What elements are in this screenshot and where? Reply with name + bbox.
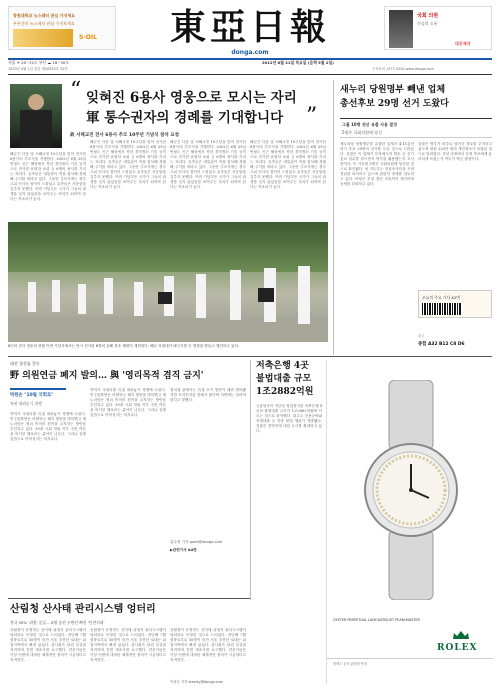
right-ad-small[interactable] <box>418 290 492 318</box>
info-left: 1920년 4월 1일 창간 제28329호 32면 <box>8 67 68 71</box>
rolex-fine-print: 롤렉스 공식 판매점 안내 <box>333 662 367 666</box>
right-ad-photo <box>389 10 413 48</box>
left-ad-line1: 창원대학교 뉴스레터 관심 가지세요 <box>13 13 76 18</box>
barcode-label: 광고 <box>418 334 425 338</box>
right-box <box>340 118 492 138</box>
bottom-rule <box>8 598 250 599</box>
rolex-ad-rule <box>327 658 493 659</box>
left-ad-logo: S-OIL <box>79 34 97 41</box>
center-headline-2[interactable]: 불법대출 규모 <box>256 374 312 384</box>
right-headline-2[interactable]: 총선후보 29명 선거 도왔다 <box>340 99 449 109</box>
masthead-rule <box>8 58 492 60</box>
right-ad-logo: 대웅제약 <box>455 41 471 46</box>
lead-quote-close: ” <box>306 104 318 129</box>
center-divider-left <box>250 360 251 600</box>
sub-byline: 홍수영 기자 gaea@donga.com <box>170 540 223 544</box>
right-box-title: 그룹 10명 전산 유출 사용 결정 <box>342 122 398 127</box>
lead-body-col2: 해군은 다음 달 서해교전 10주년을 맞아 전사한 6용사의 추모식을 거행한다. 2002년 6월 29일 연평도 인근 해상에서 북한 경비정의 기습 공격으로 전사한 윤영하 소령 등 6명의 용사를 기리는 자리다. 유족들은 대통령이 직접 참석해 경례해 주기를 바라고 있다. 그동안 추모식에는 정부 고위 인사의 참석이 드물었고 유족들은 서운함을 감추지 못했다. 이번 기념식은 국가가 그들의 희생을 잊지 않았음을 보여주는 자리가 되어야 한다는 목소리가 높다. <box>90 140 166 189</box>
weather: 서울 ☀ 20~31도 부산 ☁ 18~30도 <box>8 60 69 65</box>
rolex-ad[interactable] <box>326 360 492 684</box>
masthead-url[interactable]: donga.com <box>231 49 269 56</box>
right-box-sub: 5명은 국회의원에 당선 <box>342 130 382 135</box>
bottom-subhead: 전국 30% '위험' 분류… 6명 숨진 우면산 빠진 '안전지대' <box>10 620 105 625</box>
center-headline-3[interactable]: 1조2882억원 <box>256 387 314 397</box>
sub-tag: 대선 경선룰 갈등 <box>10 361 40 366</box>
rolex-model: OYSTER PERPETUAL LADY-DATEJUST PEARLMASTER <box>333 618 420 622</box>
bottom-body-col3: 산림청이 운영하는 산사태 위험지 관리시스템이 엉터리로 운영된 것으로 드러났다. 지난해 7월 집중호우로 16명이 숨진 서울 우면산 일대는 위험지역에서 빠져 있었다. 감사원은 관리 부실을 지적하며 전면 재조사를 요구했다. 전문가들은 기상 이변에 대비한 체계적인 정비가 시급하다고 지적한다. <box>170 628 246 662</box>
sub-sidebar-title: 박원순 "10월 국회로" <box>10 393 54 398</box>
sub-body-col1: 여야가 국회의원 특권 내려놓기 경쟁에 나섰다. 민주통합당은 의원연금 폐지 법안을 발의했고 새누리당은 영리 목적의 겸직을 금지하는 방안을 추진하고 있다. 19대 국회 개원 이후 국민 여론을 의식한 행보라는 분석이 나온다. 그러나 실제 입법으로 이어질지는 미지수다. <box>10 412 86 441</box>
masthead-title: 東亞日報 <box>169 6 330 48</box>
lead-photo-caption: 6인의 전사 영웅의 귀환 이번 기념식에서는 당시 전사한 6명의 유해 봉송 행렬이 재현된다. 해군 의장대가 태극기를 든 영정을 받들고 행진하고 있다. <box>8 344 240 348</box>
lead-quote-open: “ <box>70 78 82 103</box>
sub-sidebar-sub: 특권 내려놓기 경쟁 <box>10 401 42 406</box>
center-body-col1: 금융당국이 지난달 영업정지된 저축은행 4곳의 불법대출 규모가 1조2882억원에 이르는 것으로 파악했다. 대주주 신용공여와 차명대출 등 각종 불법 행위가 적발됐다. 검찰은 경영진에 대한 수사를 확대하고 있다. <box>256 404 322 433</box>
date-line: 2012년 6월 21일 목요일 (음력 5월 2일) <box>262 60 334 65</box>
lead-body-col4: 해군은 다음 달 서해교전 10주년을 맞아 전사한 6용사의 추모식을 거행한다. 2002년 6월 29일 연평도 인근 해상에서 북한 경비정의 기습 공격으로 전사한 윤영하 소령 등 6명의 용사를 기리는 자리다. 유족들은 대통령이 직접 참석해 경례해 주기를 바라고 있다. 그동안 추모식에는 정부 고위 인사의 참석이 드물었고 유족들은 서운함을 감추지 못했다. 이번 기념식은 국가가 그들의 희생을 잊지 않았음을 보여주는 자리가 되어야 한다는 목소리가 높다. <box>250 140 326 189</box>
rolex-crown-icon <box>451 630 471 640</box>
lead-photo <box>8 222 328 342</box>
bottom-byline: 이성호 기자 starsky@donga.com <box>170 680 224 684</box>
right-body-col2: 검찰은 명부가 외부로 넘어간 경로를 추적하고 있으며 당원 220만 명의 개인정보가 포함된 것으로 알려졌다. 경선 과정에서 특정 후보에게 유리하게 쓰였는지 여부가 핵심 쟁점이다. <box>418 142 492 161</box>
watch-image <box>351 380 471 600</box>
bottom-body-col2: 산림청이 운영하는 산사태 위험지 관리시스템이 엉터리로 운영된 것으로 드러났다. 지난해 7월 집중호우로 16명이 숨진 서울 우면산 일대는 위험지역에서 빠져 있었다. 감사원은 관리 부실을 지적하며 전면 재조사를 요구했다. 전문가들은 기상 이변에 대비한 체계적인 정비가 시급하다고 지적한다. <box>90 628 166 662</box>
masthead <box>0 0 500 78</box>
mid-rule <box>8 356 492 357</box>
lead-body-col3: 해군은 다음 달 서해교전 10주년을 맞아 전사한 6용사의 추모식을 거행한다. 2002년 6월 29일 연평도 인근 해상에서 북한 경비정의 기습 공격으로 전사한 윤영하 소령 등 6명의 용사를 기리는 자리다. 유족들은 대통령이 직접 참석해 경례해 주기를 바라고 있다. 그동안 추모식에는 정부 고위 인사의 참석이 드물었고 유족들은 서운함을 감추지 못했다. 이번 기념식은 국가가 그들의 희생을 잊지 않았음을 보여주는 자리가 되어야 한다는 목소리가 높다. <box>170 140 246 189</box>
rolex-brand: ROLEX <box>437 643 478 653</box>
left-ad[interactable] <box>8 6 116 50</box>
sub-headline[interactable]: 野 의원연금 폐지 발의… 與 '영리목적 겸직 금지' <box>10 371 204 381</box>
bottom-body-col1: 산림청이 운영하는 산사태 위험지 관리시스템이 엉터리로 운영된 것으로 드러났다. 지난해 7월 집중호우로 16명이 숨진 서울 우면산 일대는 위험지역에서 빠져 있었다. 감사원은 관리 부실을 지적하며 전면 재조사를 요구했다. 전문가들은 기상 이변에 대비한 체계적인 정비가 시급하다고 지적한다. <box>10 628 86 662</box>
masthead-rule-2 <box>8 74 492 75</box>
lead-headline-1[interactable]: 잊혀진 6용사 영웅으로 모시는 자리 <box>86 90 297 106</box>
info-right: 구독문의 1577-4200 www.donga.com <box>372 67 434 71</box>
sub-body-col3: 정치권 관계자는 특권 포기 법안이 매번 발의됐지만 흐지부지된 전례가 많다며 이번에는 달라야 한다고 말했다. <box>170 388 246 402</box>
index-text: 오늘의 주요 기사 A2면 <box>422 295 460 300</box>
right-headline-1[interactable]: 새누리 당원명부 빼낸 업체 <box>340 85 446 95</box>
right-body-col1: 새누리당 당원명부를 유출한 업체가 4·11총선 당시 후보 29명의 선거를 도운 것으로 드러났다. 검찰은 이 업체가 문자메시지 발송 등 선거 홍보 업무를 맡으면서 명부를 활용했는지 조사 중이다. 이 가운데 5명은 국회의원에 당선된 것으로 확인됐다. 당 지도부는 진상조사단을 꾸려 경위를 파악하고 있으며 관련자 징계를 검토하고 있다. 야당은 부정 경선 의혹까지 제기하며 공세를 강화하고 있다. <box>340 142 414 186</box>
sub-related[interactable]: ▶관련기사 A4면 <box>170 548 197 552</box>
center-headline-1[interactable]: 저축은행 4곳 <box>256 361 309 371</box>
sub-body-col2: 여야가 국회의원 특권 내려놓기 경쟁에 나섰다. 민주통합당은 의원연금 폐지 법안을 발의했고 새누리당은 영리 목적의 겸직을 금지하는 방안을 추진하고 있다. 19대 국회 개원 이후 국민 여론을 의식한 행보라는 분석이 나온다. 그러나 실제 입법으로 이어질지는 미지수다. <box>90 388 166 417</box>
barcode-icon <box>422 303 462 315</box>
lead-photo-inset <box>10 84 62 148</box>
right-ad[interactable] <box>384 6 492 50</box>
sub-sidebar <box>10 388 66 410</box>
right-ad-line2: 진실의 소통 <box>417 21 438 26</box>
right-col-divider <box>333 80 334 355</box>
lead-headline-2[interactable]: 軍 통수권자의 경례를 기대합니다 <box>86 110 284 126</box>
right-ad-line1: 국회 의원 <box>417 13 439 19</box>
lead-body-col1: 해군은 다음 달 서해교전 10주년을 맞아 전사한 6용사의 추모식을 거행한다. 2002년 6월 29일 연평도 인근 해상에서 북한 경비정의 기습 공격으로 전사한 윤영하 소령 등 6명의 용사를 기리는 자리다. 유족들은 대통령이 직접 참석해 경례해 주기를 바라고 있다. 그동안 추모식에는 정부 고위 인사의 참석이 드물었고 유족들은 서운함을 감추지 못했다. 이번 기념식은 국가가 그들의 희생을 잊지 않았음을 보여주는 자리가 되어야 한다는 목소리가 높다. <box>10 152 86 201</box>
barcode-text: 종합 A32 B12 C8 D6 <box>418 342 465 347</box>
left-ad-line2: 부부간의 뉴스레터 관심 가져보세요 <box>13 21 75 26</box>
lead-subhead: 故 서해교전 전사 6용사 추모 10주년 기념식 참석 요청 <box>70 133 180 138</box>
left-ad-image <box>13 29 73 47</box>
bottom-headline[interactable]: 산림청 산사태 관리시스템 엉터리 <box>10 604 156 615</box>
